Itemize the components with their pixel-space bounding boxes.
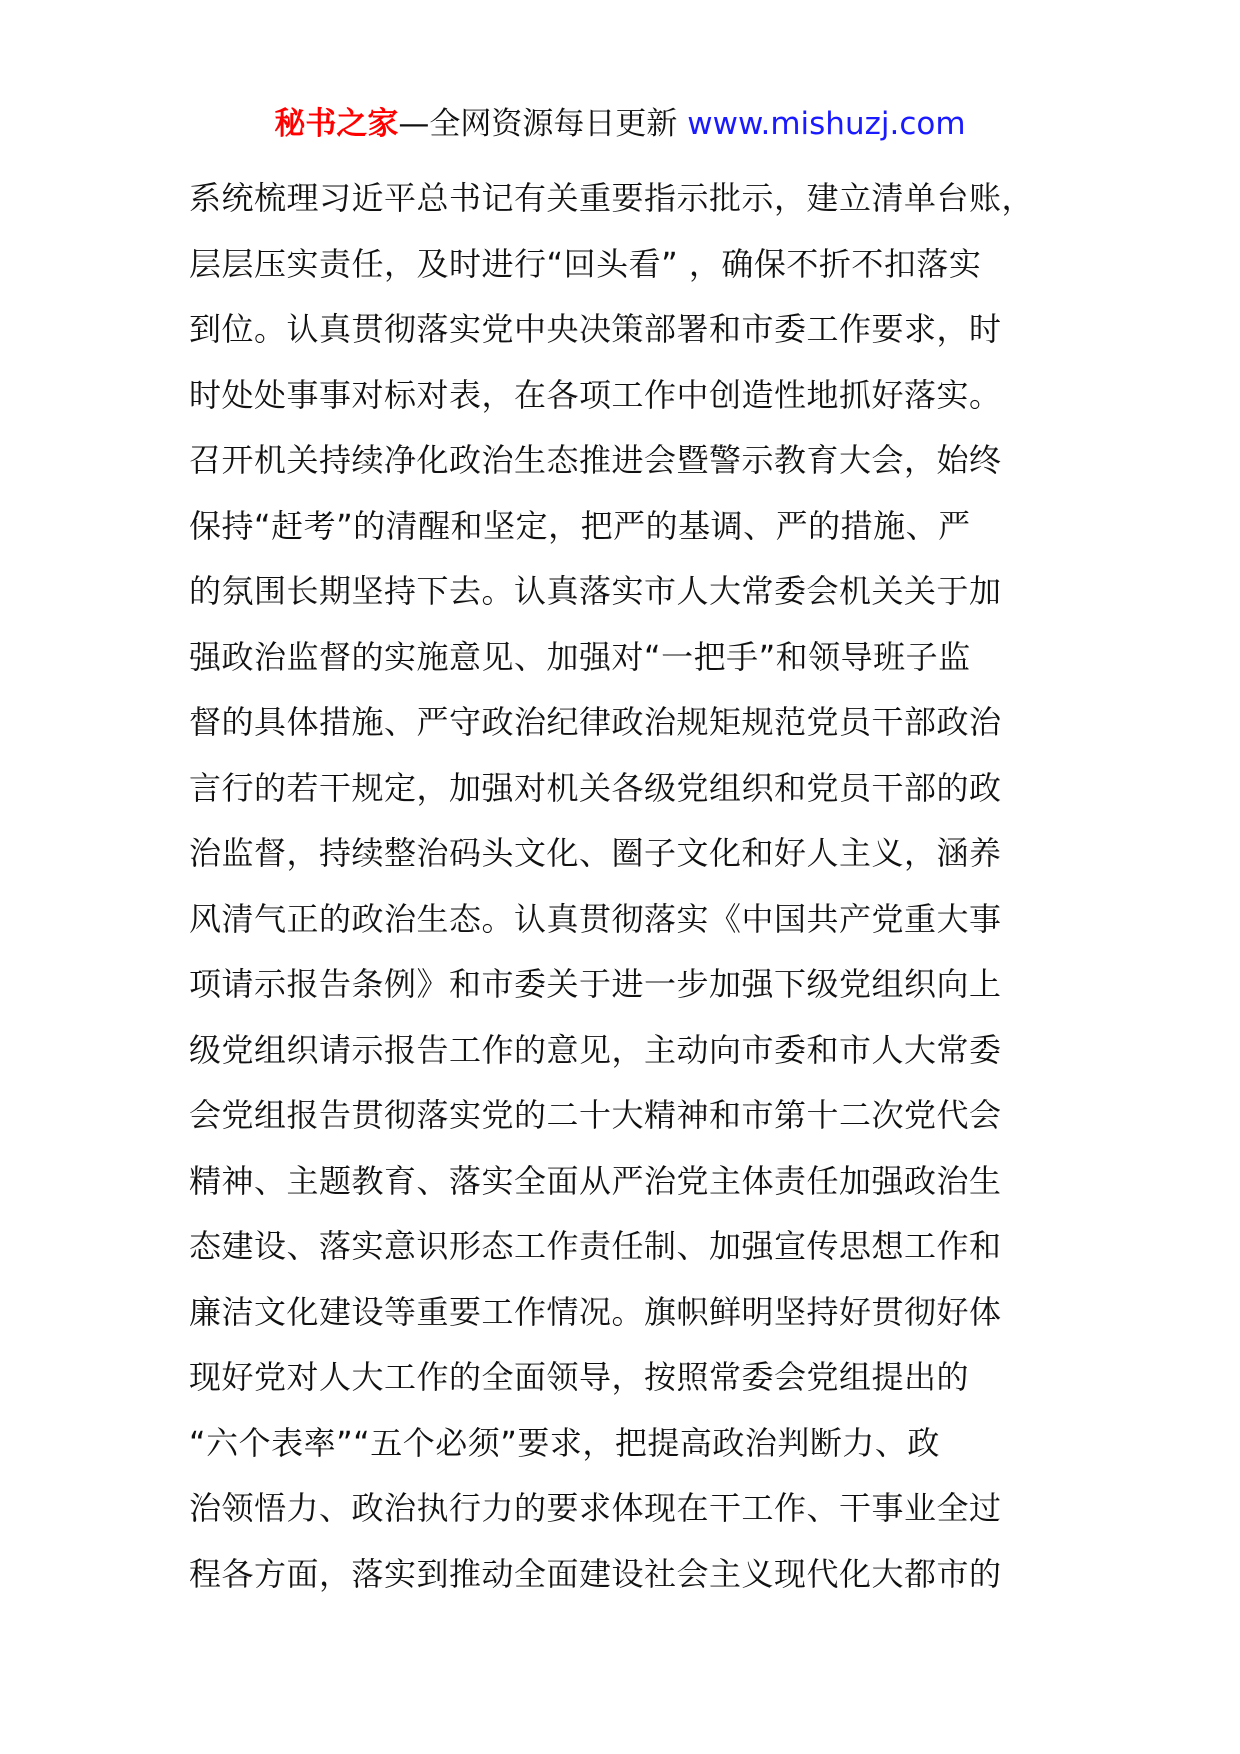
text-line: “六个表率”“五个必须”要求，把提高政治判断力、政 — [189, 1423, 940, 1462]
page-header — [0, 102, 1240, 146]
text-line: 程各方面，落实到推动全面建设社会主义现代化大都市的 — [189, 1554, 1002, 1593]
text-line: 态建设、落实意识形态工作责任制、加强宣传思想工作和 — [189, 1227, 1002, 1265]
text-line: 召开机关持续净化政治生态推进会暨警示教育大会，始终 — [189, 441, 1002, 479]
text-line: 治领悟力、政治执行力的要求体现在干工作、干事业全过 — [189, 1489, 1002, 1527]
text-line: 言行的若干规定，加强对机关各级党组织和党员干部的政 — [189, 768, 1002, 807]
text-line: 精神、主题教育、落实全面从严治党主体责任加强政治生 — [189, 1161, 1002, 1200]
text-line: 到位。认真贯彻落实党中央决策部署和市委工作要求，时 — [189, 310, 1002, 348]
text-line: 项请示报告条例》和市委关于进一步加强下级党组织向上 — [189, 965, 1002, 1003]
text-line: 廉洁文化建设等重要工作情况。旗帜鲜明坚持好贯彻好体 — [189, 1292, 1002, 1331]
text-line: 强政治监督的实施意见、加强对“一把手”和领导班子监 — [189, 637, 971, 676]
text-line: 会党组报告贯彻落实党的二十大精神和市第十二次党代会 — [189, 1096, 1002, 1134]
text-line: 保持“赶考”的清醒和坚定，把严的基调、严的措施、严 — [189, 506, 971, 545]
header-tagline: —全网资源每日更新 — [398, 106, 678, 142]
header-brand: 秘书之家 — [274, 106, 399, 142]
text-line: 督的具体措施、严守政治纪律政治规矩规范党员干部政治 — [189, 703, 1002, 741]
text-line: 的氛围长期坚持下去。认真落实市人大常委会机关关于加 — [189, 572, 1002, 610]
text-line: 级党组织请示报告工作的意见，主动向市委和市人大常委 — [189, 1030, 1002, 1069]
text-line: 时处处事事对标对表，在各项工作中创造性地抓好落实。 — [189, 375, 1002, 414]
text-line: 层层压实责任，及时进行“回头看” ，确保不折不扣落实 — [189, 244, 982, 283]
text-line: 现好党对人大工作的全面领导，按照常委会党组提出的 — [189, 1358, 970, 1396]
text-line: 风清气正的政治生态。认真贯彻落实《中国共产党重大事 — [189, 899, 1002, 938]
body-text — [189, 166, 1069, 1607]
header-url-link[interactable]: www.mishuzj.com — [677, 106, 966, 142]
text-line: 系统梳理习近平总书记有关重要指示批示，建立清单台账， — [189, 179, 1035, 217]
text-line: 治监督，持续整治码头文化、圈子文化和好人主义，涵养 — [189, 834, 1002, 872]
